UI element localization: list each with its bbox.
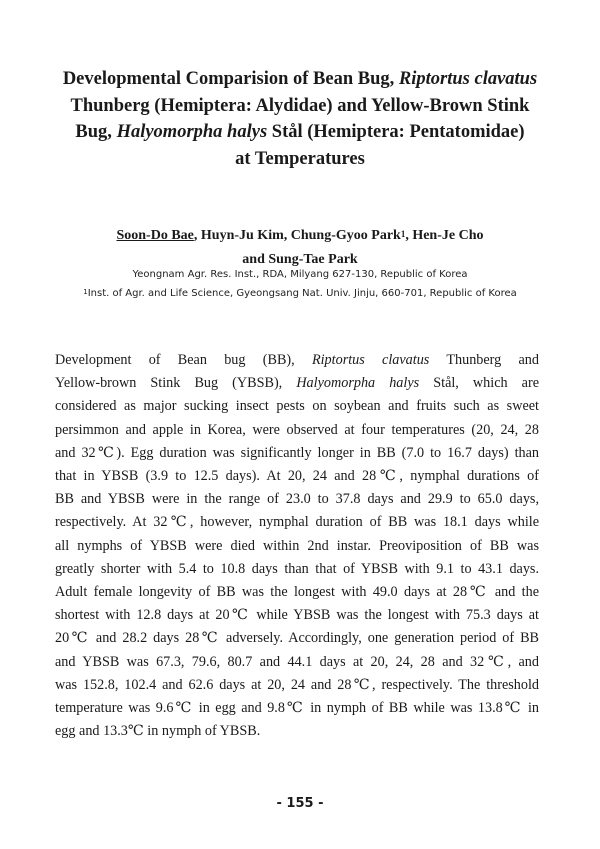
abstract-line: Adult female longevity of BB was the longest with 49.0 days at 28℃ and the bbox=[55, 584, 539, 601]
affiliation-2: $^1$Inst. of Agr. and Life Science, Gyeongsang Nat. Univ. Jinju, 660-701, Republic of Korea bbox=[83, 288, 517, 299]
title-line-3: Bug, Halyomorpha halys Stål (Hemiptera: Pentatomidae) bbox=[75, 122, 525, 142]
abstract-line: egg and 13.3℃ in nymph of YBSB. bbox=[55, 723, 261, 740]
abstract-line: and YBSB was 67.3, 79.6, 80.7 and 44.1 days at 20, 24, 28 and 32℃, and bbox=[55, 653, 539, 670]
affiliation-2-marker: 1 bbox=[83, 288, 88, 296]
abstract-line: Yellow-brown Stink Bug (YBSB), Halyomorpha halys Stål, which are bbox=[55, 375, 539, 392]
abstract-line: temperature was 9.6℃ in egg and 9.8℃ in nymph of BB while was 13.8℃ in bbox=[55, 700, 539, 717]
abstract-line: BB and YBSB were in the range of 23.0 to 37.8 days and 29.9 to 65.0 days, bbox=[55, 491, 539, 508]
authors-line-2: and Sung-Tae Park bbox=[242, 252, 358, 267]
abstract-line: respectively. At 32℃, however, nymphal duration of BB was 18.1 days while bbox=[55, 514, 539, 531]
abstract-line: 20℃ and 28.2 days 28℃ adversely. Accordingly, one generation period of BB bbox=[55, 630, 539, 647]
affiliation-marker: 1 bbox=[400, 229, 406, 239]
title-line-4: at Temperatures bbox=[235, 148, 365, 169]
affiliation-1: Yeongnam Agr. Res. Inst., RDA, Milyang 627-130, Republic of Korea bbox=[132, 269, 468, 280]
abstract-line: was 152.8, 102.4 and 62.6 days at 20, 24 and 28℃, respectively. The threshold bbox=[55, 676, 539, 693]
abstract-body bbox=[55, 349, 539, 743]
abstract-line: and 32℃). Egg duration was significantly longer in BB (7.0 to 16.7 days) than bbox=[55, 444, 539, 461]
abstract-line: all nymphs of YBSB were died within 2nd instar. Preoviposition of BB was bbox=[55, 537, 539, 554]
author-list bbox=[40, 224, 560, 272]
abstract-line: shortest with 12.8 days at 20℃ while YBSB was the longest with 75.3 days at bbox=[55, 607, 539, 624]
title-line-2: Thunberg (Hemiptera: Alydidae) and Yellow-Brown Stink bbox=[70, 95, 530, 116]
abstract-line: considered as major sucking insect pests on soybean and fruits such as sweet bbox=[55, 398, 539, 415]
first-author: Soon-Do Bae bbox=[116, 228, 194, 243]
authors-rest-1: , Huyn-Ju Kim, Chung-Gyoo Park bbox=[193, 228, 401, 243]
authors-rest-2: , Hen-Je Cho bbox=[405, 228, 484, 243]
abstract-line: that in YBSB (3.9 to 12.5 days). At 20, 24 and 28℃, nymphal durations of bbox=[55, 468, 539, 485]
abstract-line: persimmon and apple in Korea, were observed at four temperatures (20, 24, 28 bbox=[55, 421, 539, 438]
abstract-line: Development of Bean bug (BB), Riptortus clavatus Thunberg and bbox=[55, 352, 539, 368]
abstract-line: greatly shorter with 5.4 to 10.8 days than that of YBSB with 9.1 to 43.1 days. bbox=[55, 560, 539, 577]
paper-title bbox=[40, 66, 560, 172]
title-line-1: Developmental Comparision of Bean Bug, Riptortus clavatus bbox=[62, 69, 538, 89]
page-number: - 155 - bbox=[276, 796, 324, 811]
